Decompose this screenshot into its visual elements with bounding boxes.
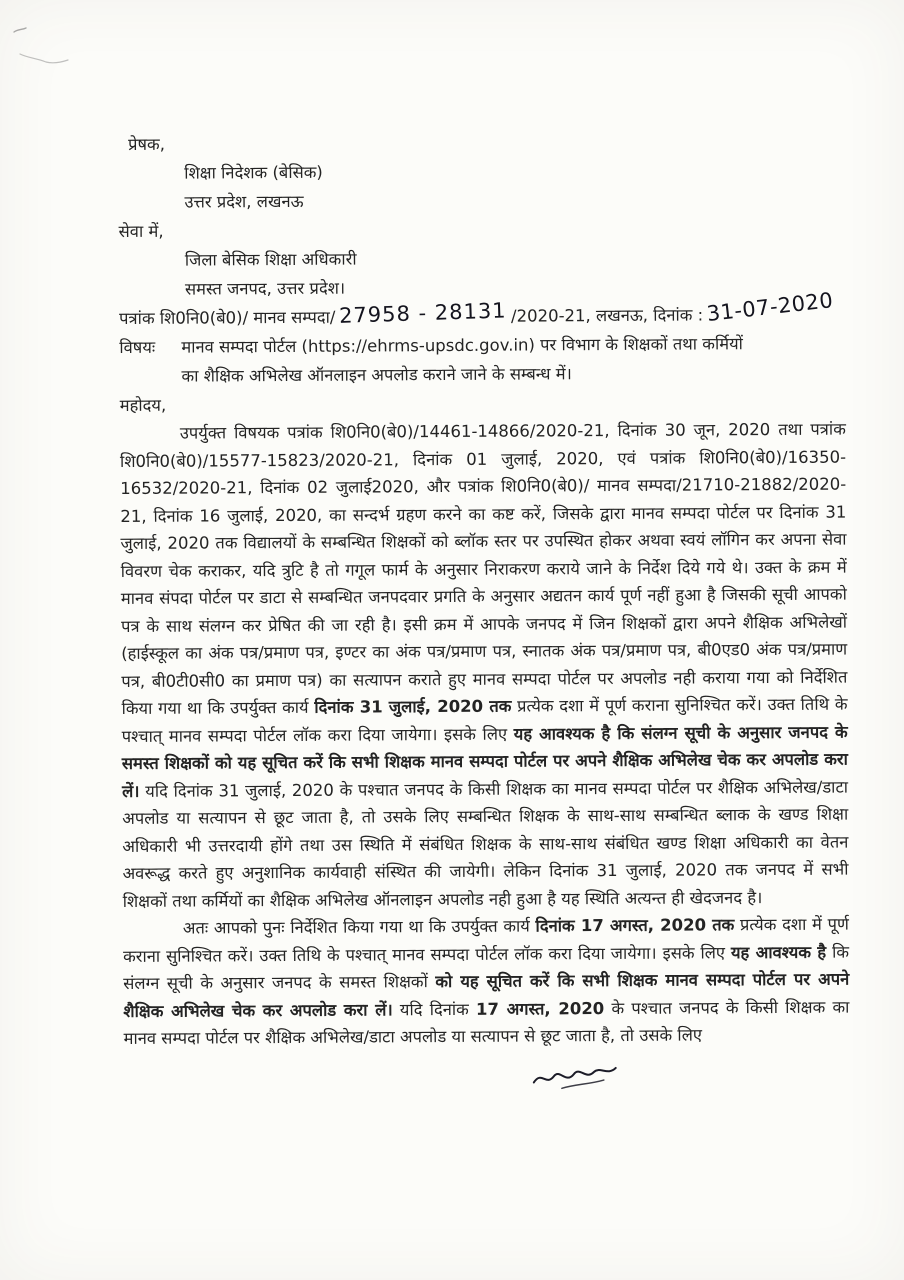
letter-content bbox=[118, 126, 850, 1103]
signature-mark bbox=[528, 1059, 624, 1096]
recipient-label: सेवा में, bbox=[118, 221, 164, 241]
recipient-address: समस्त जनपद, उत्तर प्रदेश। bbox=[184, 278, 346, 299]
body-paragraph-1: उपर्युक्त विषयक पत्रांक शि0नि0(बे0)/14461-14866/2020-21, दिनांक 30 जून, 2020 तथा पत्रांक शि0नि0(बे0)/15577-15823/2020-21, दिनांक 01 जुलाई, 2020, एवं पत्रांक शि0नि0(बे0)/16350-16532/2020-21, दिनांक 02 जुलाई2020, और पत्रांक शि0नि0(बे0)/ मानव सम्पदा/21710-21882/2020-21, दिनांक 16 जुलाई, 2020, का सन्दर्भ ग्रहण करने का कष्ट करें, जिसके द्वारा मानव सम्पदा पोर्टल पर दिनांक 31 जुलाई, 2020 तक विद्यालयों के सम्बन्धित शिक्षकों को ब्लॉक स्तर पर उपस्थित होकर अथवा स्वयं लॉगिन कर अपना सेवा विवरण चेक कराकर, यदि त्रुटि है तो गगूल फार्म के अनुसार निराकरण कराये जाने के निर्देश दिये गये थे। उक्त के क्रम में मानव संपदा पोर्टल पर डाटा से सम्बन्धित जनपदवार प्रगति के अनुसार अद्यतन कार्य पूर्ण नहीं हुआ है जिसकी सूची आपको पत्र के साथ संलग्न कर प्रेषित की जा रही है। इसी क्रम में आपके जनपद में जिन शिक्षकों द्वारा अपने शैक्षिक अभिलेखों (हाईस्कूल का अंक पत्र/प्रमाण पत्र, इण्टर का अंक पत्र/प्रमाण पत्र, स्नातक अंक पत्र/प्रमाण पत्र, बी0एड0 अंक पत्र/प्रमाण पत्र, बी0टी0सी0 का प्रमाण पत्र) का सत्यापन कराते हुए मानव सम्पदा पोर्टल पर अपलोड नही कराया गया को निर्देशित किया गया था कि उपर्युक्त कार्य दिनांक 31 जुलाई, 2020 तक प्रत्येक दशा में पूर्ण कराना सुनिश्चित करें। उक्त तिथि के पश्चात् मानव सम्पदा पोर्टल लॉक करा दिया जायेगा। इसके लिए यह आवश्यक है कि संलग्न सूची के अनुसार जनपद के समस्त शिक्षकों को यह सूचित करें कि सभी शिक्षक मानव सम्पदा पोर्टल पर अपने शैक्षिक अभिलेख चेक कर अपलोड करा लें। यदि दिनांक 31 जुलाई, 2020 के पश्चात जनपद के किसी शिक्षक का मानव सम्पदा पोर्टल पर शैक्षिक अभिलेख/डाटा अपलोड या सत्यापन से छूट जाता है, तो उसके लिए सम्बन्धित शिक्षक के साथ-साथ सम्बन्धित ब्लाक के खण्ड शिक्षा अधिकारी भी उत्तरदायी होंगे तथा उस स्थिति में संबंधित शिक्षक के साथ-साथ संबंधित खण्ड शिक्षा अधिकारी का वेतन अवरूद्ध करते हुए अनुशानिक कार्यवाही संस्थित की जायेगी। लेकिन दिनांक 31 जुलाई, 2020 तक जनपद में सभी शिक्षकों तथा कर्मियों का शैक्षिक अभिलेख ऑनलाइन अपलोड नही हुआ है यह स्थिति अत्यन्त ही खेदजनद है। bbox=[119, 419, 849, 911]
recipient-name: जिला बेसिक शिक्षा अधिकारी bbox=[184, 249, 357, 270]
handwritten-letter-number: 27958 - 28131 bbox=[339, 298, 508, 328]
subject-text-line2: का शैक्षिक अभिलेख ऑनलाइन अपलोड कराने जाने के सम्बन्ध में। bbox=[181, 364, 572, 386]
body-paragraph-2: अतः आपको पुनः निर्देशित किया गया था कि उपर्युक्त कार्य दिनांक 17 अगस्त, 2020 तक प्रत्येक दशा में पूर्ण कराना सुनिश्चित करें। उक्त तिथि के पश्चात् मानव सम्पदा पोर्टल लॉक करा दिया जायेगा। इसके लिए यह आवश्यक है कि संलग्न सूची के अनुसार जनपद के समस्त शिक्षकों को यह सूचित करें कि सभी शिक्षक मानव सम्पदा पोर्टल पर अपने शैक्षिक अभिलेख चेक कर अपलोड करा लें। यदि दिनांक 17 अगस्त, 2020 के पश्चात जनपद के किसी शिक्षक का मानव सम्पदा पोर्टल पर शैक्षिक अभिलेख/डाटा अपलोड या सत्यापन से छूट जाता है, तो उसके लिए bbox=[122, 914, 850, 1048]
sender-name: शिक्षा निदेशक (बेसिक) bbox=[184, 162, 323, 183]
signature-block bbox=[528, 1058, 850, 1100]
handwritten-date: 31-07-2020 bbox=[705, 288, 835, 327]
sender-address: उत्तर प्रदेश, लखनऊ bbox=[184, 191, 304, 212]
reference-prefix: पत्रांक शि0नि0(बे0)/ मानव सम्पदा/ bbox=[119, 307, 336, 328]
sender-label: प्रेषक, bbox=[128, 134, 165, 154]
subject-label: विषयः bbox=[119, 337, 156, 357]
subject-line bbox=[119, 329, 845, 391]
reference-middle: /2020-21, लखनऊ, दिनांक : bbox=[510, 305, 704, 326]
salutation: महोदय, bbox=[119, 395, 167, 415]
subject-text-line1: मानव सम्पदा पोर्टल (https://ehrms-upsdc.gov.in) पर विभाग के शिक्षकों तथा कर्मियों bbox=[181, 334, 743, 357]
pen-mark bbox=[6, 24, 86, 74]
subject-text bbox=[181, 329, 845, 391]
